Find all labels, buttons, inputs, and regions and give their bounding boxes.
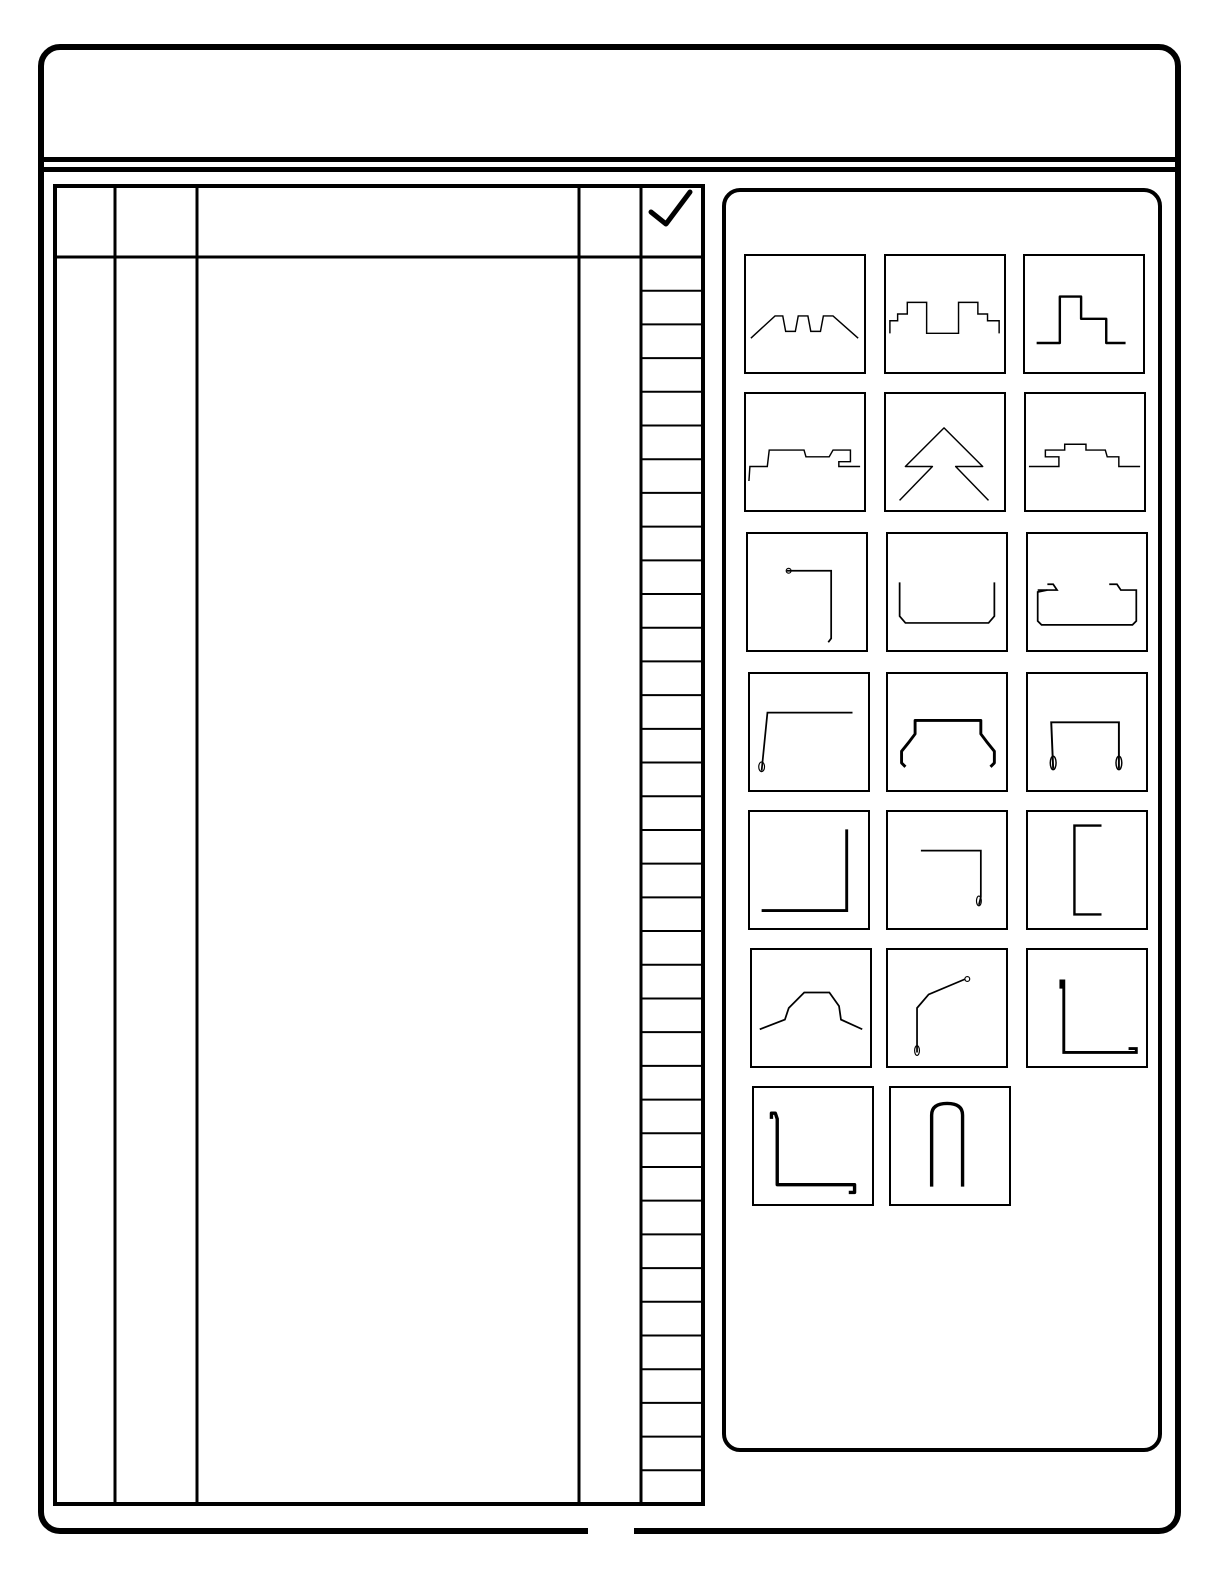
j-channel-profile-icon	[1028, 674, 1146, 790]
shape-option[interactable]	[886, 672, 1008, 792]
shape-option[interactable]	[884, 254, 1006, 374]
u-channel-profile-icon	[888, 534, 1006, 650]
shape-option[interactable]	[886, 810, 1008, 930]
shape-option[interactable]	[752, 1086, 874, 1206]
shape-option[interactable]	[884, 392, 1006, 512]
flat-seam-profile-icon	[1026, 394, 1144, 510]
order-table-border	[55, 186, 703, 1504]
shape-option[interactable]	[889, 1086, 1011, 1206]
shape-option[interactable]	[1026, 810, 1148, 930]
hat-channel-profile-icon	[1025, 256, 1143, 372]
shape-option[interactable]	[886, 532, 1008, 652]
eave-trim-profile-icon	[750, 674, 868, 790]
shape-option[interactable]	[748, 672, 870, 792]
ridge-cap-profile-icon	[886, 394, 1004, 510]
hook-channel-profile-icon	[1028, 534, 1146, 650]
lap-panel-profile-icon	[746, 394, 864, 510]
outside-corner-profile-icon	[888, 812, 1006, 928]
hairpin-clip-profile-icon	[891, 1088, 1009, 1204]
shape-option[interactable]	[886, 948, 1008, 1068]
shape-option[interactable]	[1026, 948, 1148, 1068]
shape-option[interactable]	[744, 392, 866, 512]
shape-option[interactable]	[744, 254, 866, 374]
shape-option[interactable]	[750, 948, 872, 1068]
c-channel-profile-icon	[1028, 812, 1146, 928]
shape-option[interactable]	[1026, 672, 1148, 792]
rake-trim-profile-icon	[888, 950, 1006, 1066]
l-flashing-profile-icon	[1028, 950, 1146, 1066]
hip-cap-profile-icon	[752, 950, 870, 1066]
trapezoid-rib-profile-icon	[746, 256, 864, 372]
shape-option[interactable]	[1023, 254, 1145, 374]
shape-option[interactable]	[746, 532, 868, 652]
shape-option[interactable]	[1026, 532, 1148, 652]
hemmed-channel-profile-icon	[888, 674, 1006, 790]
drip-edge-profile-icon	[754, 1088, 872, 1204]
shape-option[interactable]	[748, 810, 870, 930]
check-column-rows	[641, 291, 703, 1471]
corner-trim-profile-icon	[748, 534, 866, 650]
angle-trim-profile-icon	[750, 812, 868, 928]
stepped-rib-profile-icon	[886, 256, 1004, 372]
checkmark-icon	[651, 192, 690, 224]
shape-option[interactable]	[1024, 392, 1146, 512]
